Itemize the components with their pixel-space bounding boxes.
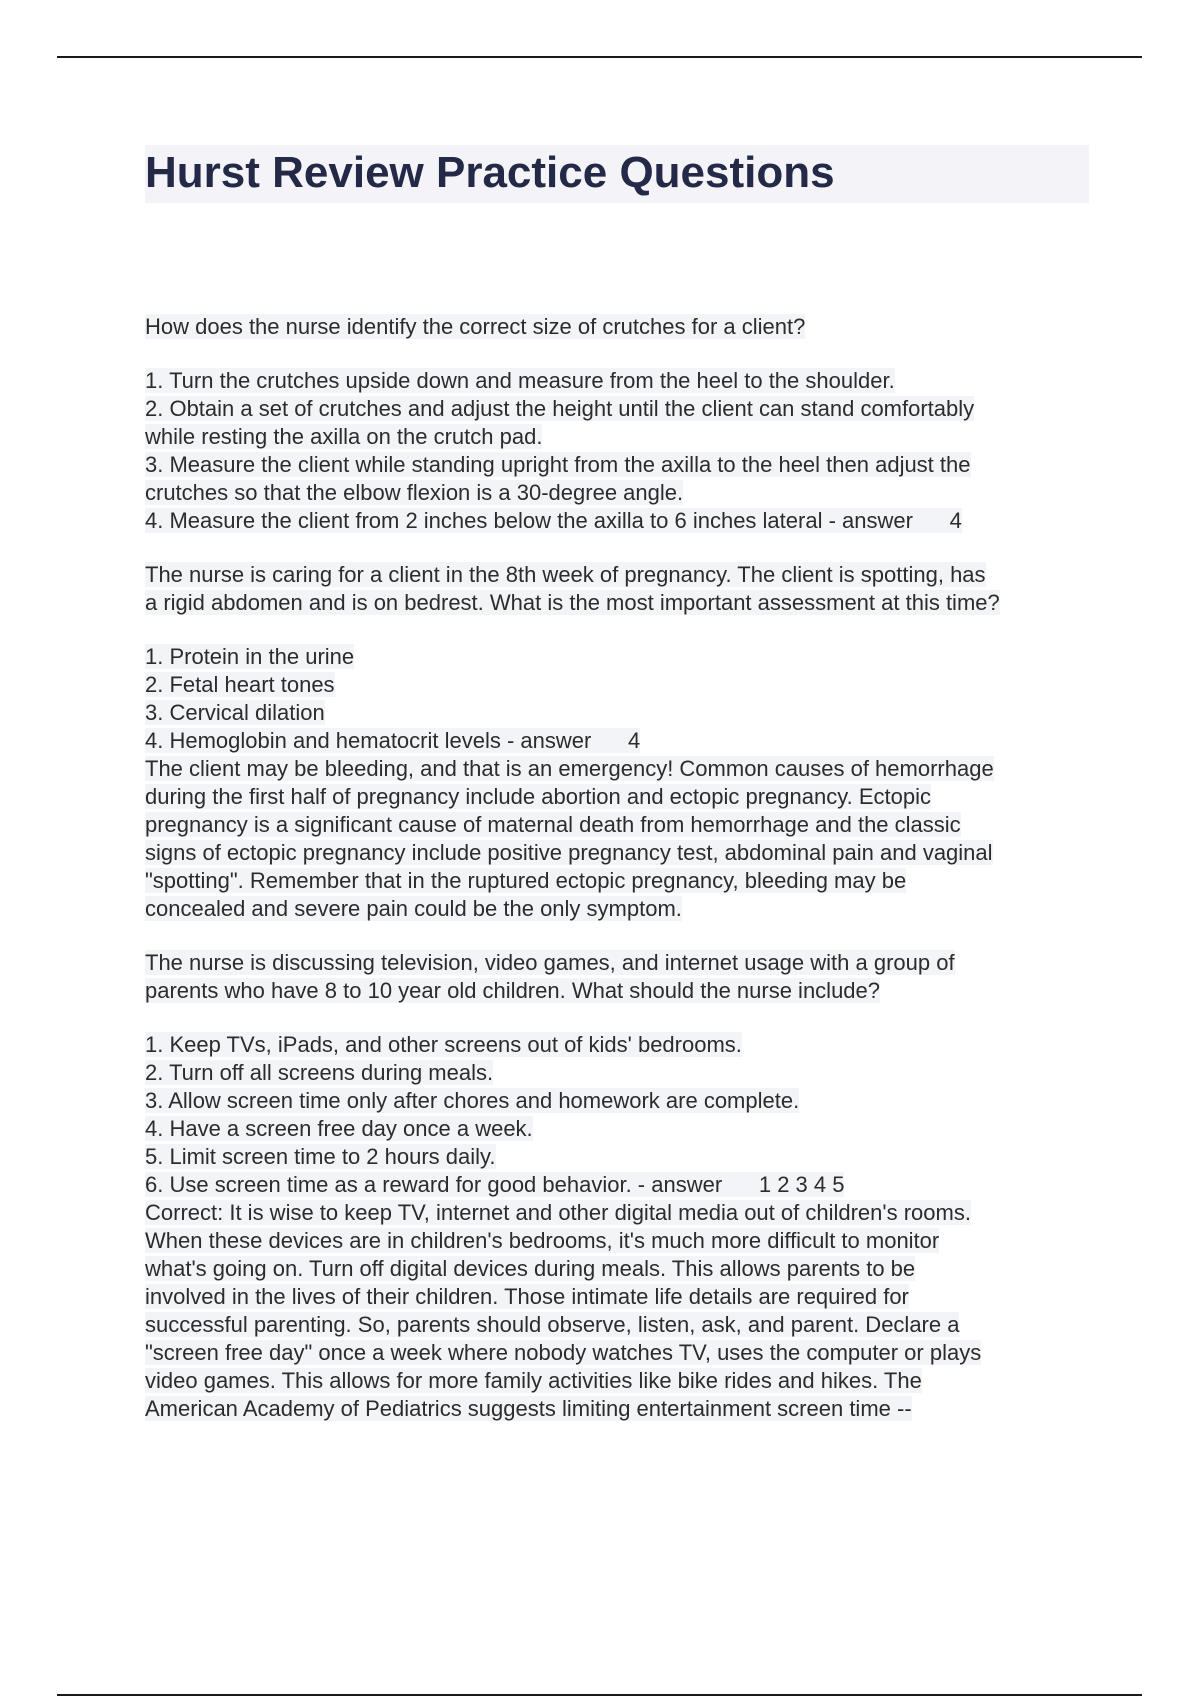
question-2-rationale-line: "spotting". Remember that in the ruptured ectopic pregnancy, bleeding may be	[145, 868, 907, 893]
question-3-rationale-line: successful parenting. So, parents should observe, listen, ask, and parent. Declare a	[145, 1312, 960, 1337]
question-3-rationale-line: American Academy of Pediatrics suggests limiting entertainment screen time --	[145, 1396, 912, 1421]
question-2-rationale-line: The client may be bleeding, and that is an emergency! Common causes of hemorrhage	[145, 756, 994, 781]
question-3-stem-line: parents who have 8 to 10 year old children. What should the nurse include?	[145, 978, 881, 1003]
question-2-rationale-line: concealed and severe pain could be the only symptom.	[145, 896, 682, 921]
question-1-option: 1. Turn the crutches upside down and measure from the heel to the shoulder.	[145, 368, 895, 393]
question-2-option: 2. Fetal heart tones	[145, 672, 335, 697]
question-3-option: 1. Keep TVs, iPads, and other screens out of kids' bedrooms.	[145, 1032, 742, 1057]
question-3-rationale-line: video games. This allows for more family activities like bike rides and hikes. The	[145, 1368, 922, 1393]
question-3-option: 2. Turn off all screens during meals.	[145, 1060, 494, 1085]
question-3-option: 3. Allow screen time only after chores and homework are complete.	[145, 1088, 800, 1113]
question-3-option: 5. Limit screen time to 2 hours daily.	[145, 1144, 496, 1169]
question-2-rationale-line: pregnancy is a significant cause of maternal death from hemorrhage and the classic	[145, 812, 961, 837]
question-3-rationale-line: what's going on. Turn off digital devices during meals. This allows parents to be	[145, 1256, 916, 1281]
question-1-option: while resting the axilla on the crutch pad.	[145, 424, 543, 449]
question-2-option: 1. Protein in the urine	[145, 644, 355, 669]
question-3-rationale-line: "screen free day" once a week where nobody watches TV, uses the computer or plays	[145, 1340, 982, 1365]
question-2-answer: 4. Hemoglobin and hematocrit levels - answer 4	[145, 728, 641, 753]
question-1-stem-line: How does the nurse identify the correct size of crutches for a client?	[145, 314, 806, 339]
question-3-option: 4. Have a screen free day once a week.	[145, 1116, 533, 1141]
question-2	[145, 561, 1085, 923]
question-2-rationale-line: during the first half of pregnancy include abortion and ectopic pregnancy. Ectopic	[145, 784, 931, 809]
question-1	[145, 313, 1085, 535]
question-3-rationale-line: Correct: It is wise to keep TV, internet and other digital media out of children's rooms.	[145, 1200, 971, 1225]
question-2-stem-line: a rigid abdomen and is on bedrest. What is the most important assessment at this time?	[145, 590, 1000, 615]
question-2-rationale-line: signs of ectopic pregnancy include positive pregnancy test, abdominal pain and vaginal	[145, 840, 993, 865]
document-title: Hurst Review Practice Questions	[145, 148, 835, 197]
question-2-stem-line: The nurse is caring for a client in the 8th week of pregnancy. The client is spotting, has	[145, 562, 986, 587]
question-3-answer: 6. Use screen time as a reward for good behavior. - answer 1 2 3 4 5	[145, 1172, 845, 1197]
question-3-stem-line: The nurse is discussing television, video games, and internet usage with a group of	[145, 950, 955, 975]
question-2-option: 3. Cervical dilation	[145, 700, 325, 725]
question-1-option: 2. Obtain a set of crutches and adjust the height until the client can stand comfortably	[145, 396, 975, 421]
question-1-answer: 4. Measure the client from 2 inches below the axilla to 6 inches lateral - answer 4	[145, 508, 962, 533]
top-rule	[57, 56, 1142, 58]
document-body	[145, 313, 1085, 1423]
question-1-option: crutches so that the elbow flexion is a 30-degree angle.	[145, 480, 684, 505]
bottom-rule	[57, 1694, 1142, 1696]
question-3-rationale-line: When these devices are in children's bedrooms, it's much more difficult to monitor	[145, 1228, 940, 1253]
question-3-rationale-line: involved in the lives of their children. Those intimate life details are required for	[145, 1284, 909, 1309]
question-1-option: 3. Measure the client while standing upright from the axilla to the heel then adjust the	[145, 452, 971, 477]
question-3	[145, 949, 1085, 1423]
